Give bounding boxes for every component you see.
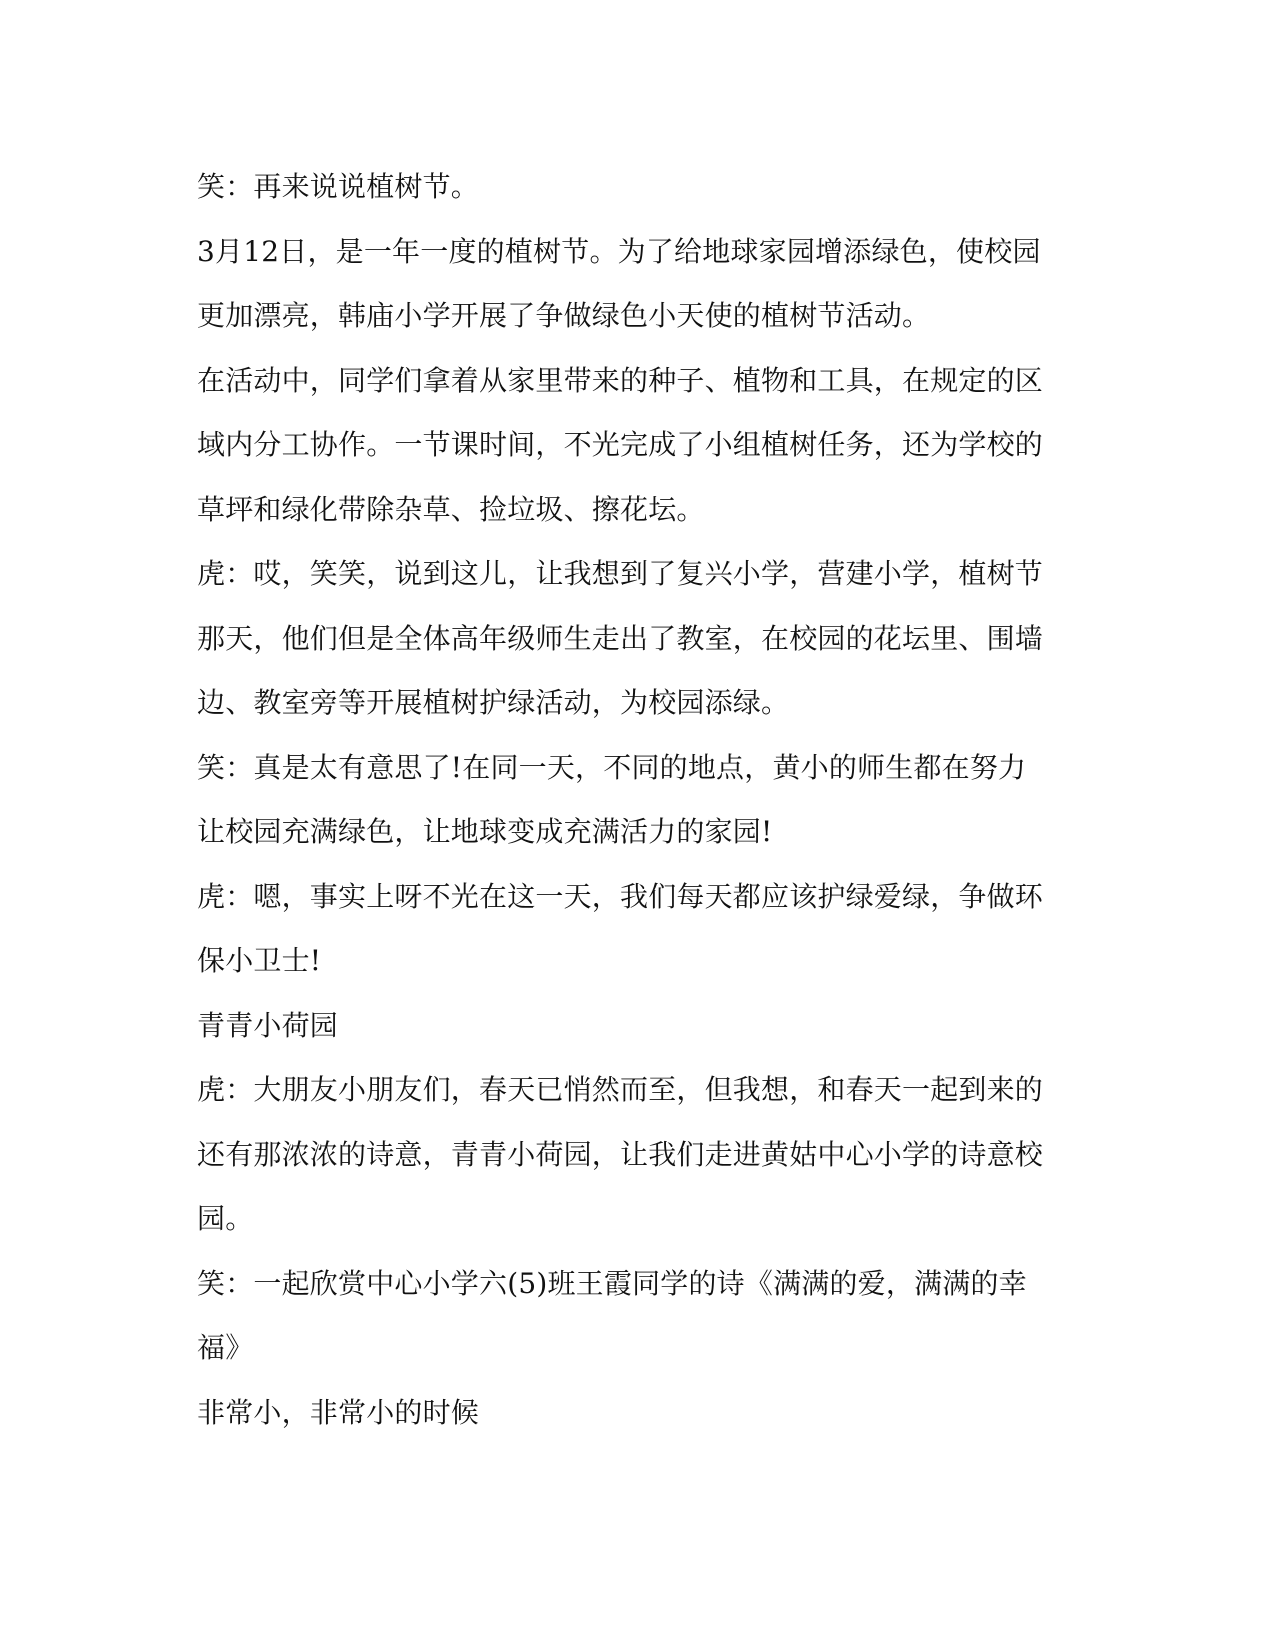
text-line: 笑：一起欣赏中心小学六(5)班王霞同学的诗《满满的爱，满满的幸 xyxy=(197,1266,1027,1300)
text-line: 福》 xyxy=(197,1331,254,1364)
text-line: 虎：嗯，事实上呀不光在这一天，我们每天都应该护绿爱绿，争做环 xyxy=(197,879,1044,913)
text-line: 在活动中，同学们拿着从家里带来的种子、植物和工具，在规定的区 xyxy=(197,363,1044,397)
document-body xyxy=(197,155,1077,1445)
text-line: 让校园充满绿色，让地球变成充满活力的家园! xyxy=(197,815,773,848)
text-line: 边、教室旁等开展植树护绿活动，为校园添绿。 xyxy=(197,686,790,719)
text-line: 笑：再来说说植树节。 xyxy=(197,170,480,203)
text-line: 虎：大朋友小朋友们，春天已悄然而至，但我想，和春天一起到来的 xyxy=(197,1073,1044,1106)
text-line: 保小卫士! xyxy=(197,944,322,977)
text-line: 还有那浓浓的诗意，青青小荷园，让我们走进黄姑中心小学的诗意校 xyxy=(197,1137,1044,1171)
text-line: 那天，他们但是全体高年级师生走出了教室，在校园的花坛里、围墙 xyxy=(197,621,1044,655)
text-line: 园。 xyxy=(197,1202,254,1235)
text-line: 非常小，非常小的时候 xyxy=(197,1395,480,1429)
text-line: 3月12日，是一年一度的植树节。为了给地球家园增添绿色，使校园 xyxy=(197,234,1041,268)
text-line: 笑：真是太有意思了!在同一天，不同的地点，黄小的师生都在努力 xyxy=(197,750,1027,784)
text-line: 虎：哎，笑笑，说到这儿，让我想到了复兴小学，营建小学，植树节 xyxy=(197,557,1044,590)
section-heading: 青青小荷园 xyxy=(197,1008,339,1042)
text-line: 草坪和绿化带除杂草、捡垃圾、擦花坛。 xyxy=(197,492,705,526)
text-line: 域内分工协作。一节课时间，不光完成了小组植树任务，还为学校的 xyxy=(197,428,1044,461)
text-line: 更加漂亮，韩庙小学开展了争做绿色小天使的植树节活动。 xyxy=(197,299,931,332)
